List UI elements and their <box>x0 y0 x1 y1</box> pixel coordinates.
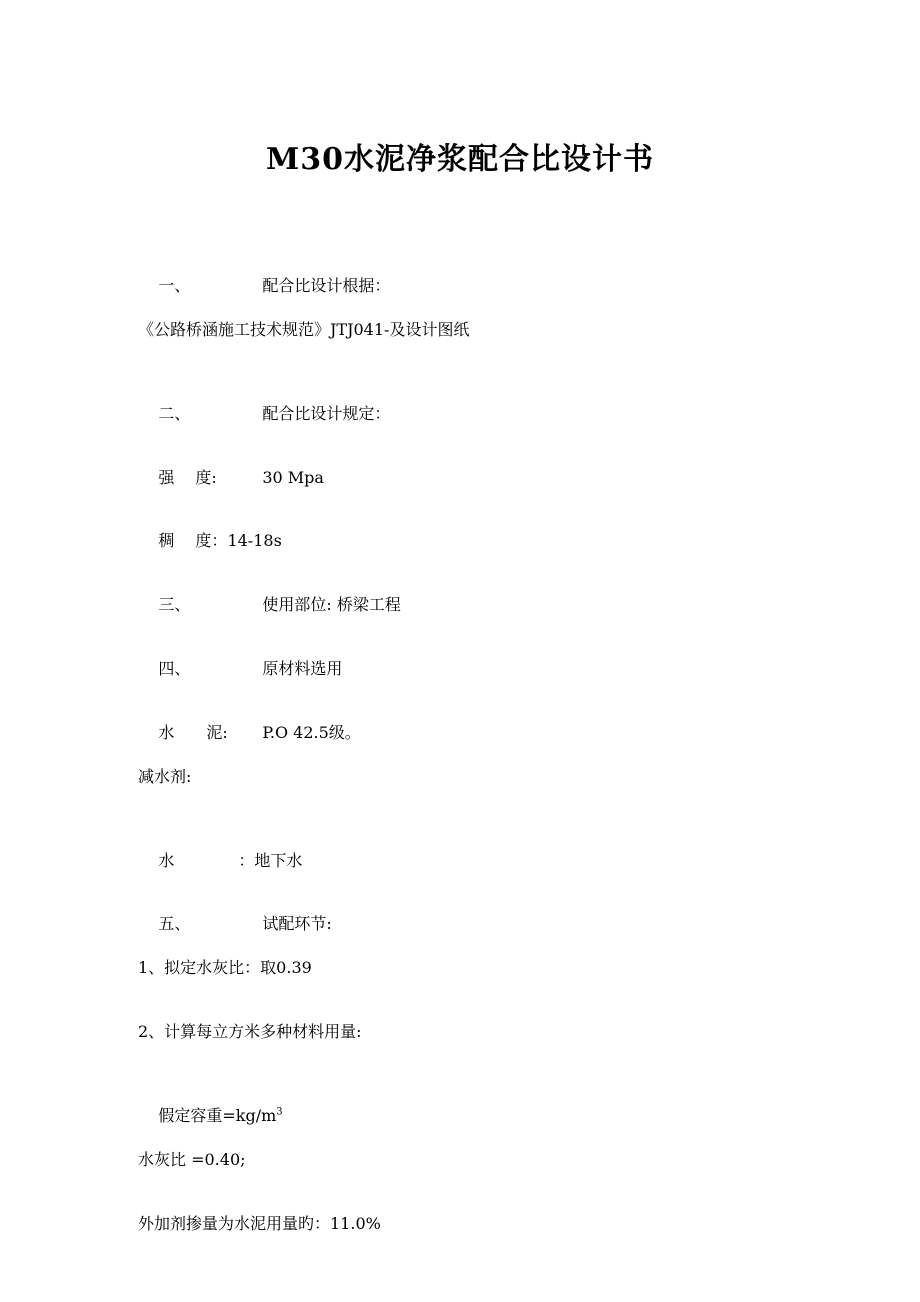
strength-value: 30 Mpa <box>262 468 324 487</box>
assumed-density-line <box>138 1086 283 1146</box>
admixture-dosage-line: 外加剂掺量为水泥用量旳：11.0% <box>138 1214 381 1233</box>
section-5-number: 五、 <box>158 914 191 933</box>
document-title: M30水泥净浆配合比设计书 <box>266 142 654 177</box>
section-1-text: 配合比设计根据： <box>262 276 391 295</box>
section-3-number: 三、 <box>158 595 191 614</box>
cubic-superscript: 3 <box>276 1106 283 1118</box>
section-2-text: 配合比设计规定： <box>262 404 391 423</box>
water-line <box>138 831 302 891</box>
step-1-line: 1、拟定水灰比：取0.39 <box>138 958 312 977</box>
section-5-heading <box>138 894 332 954</box>
section-5-text: 试配环节: <box>262 914 332 933</box>
assumed-density-text: 假定容重=kg/m <box>158 1106 277 1125</box>
strength-line <box>138 448 324 508</box>
section-4-number: 四、 <box>158 659 191 678</box>
section-3-text: 使用部位: 桥梁工程 <box>262 595 401 614</box>
cement-value: P.O 42.5级。 <box>262 723 361 742</box>
consistency-label: 稠 度： <box>158 531 228 550</box>
consistency-line <box>138 511 282 571</box>
water-label: 水 <box>158 851 175 870</box>
cement-line <box>138 703 361 763</box>
section-3-heading <box>138 575 401 635</box>
water-cement-ratio-line: 水灰比 =0.40; <box>138 1150 246 1169</box>
section-1-heading <box>138 256 390 316</box>
water-value: ：地下水 <box>238 851 303 870</box>
design-basis-reference: 《公路桥涵施工技术规范》JTJ041-及设计图纸 <box>138 320 470 339</box>
consistency-value: 14-18s <box>227 531 282 550</box>
section-2-number: 二、 <box>158 404 191 423</box>
section-2-heading <box>138 384 390 444</box>
section-4-text: 原材料选用 <box>262 659 343 678</box>
cement-label: 水 泥: <box>158 723 228 742</box>
section-4-heading <box>138 639 342 699</box>
step-2-line: 2、计算每立方米多种材料用量: <box>138 1022 362 1041</box>
section-1-number: 一、 <box>158 276 191 295</box>
strength-label: 强 度: <box>158 468 217 487</box>
water-reducer-line: 减水剂: <box>138 767 192 786</box>
